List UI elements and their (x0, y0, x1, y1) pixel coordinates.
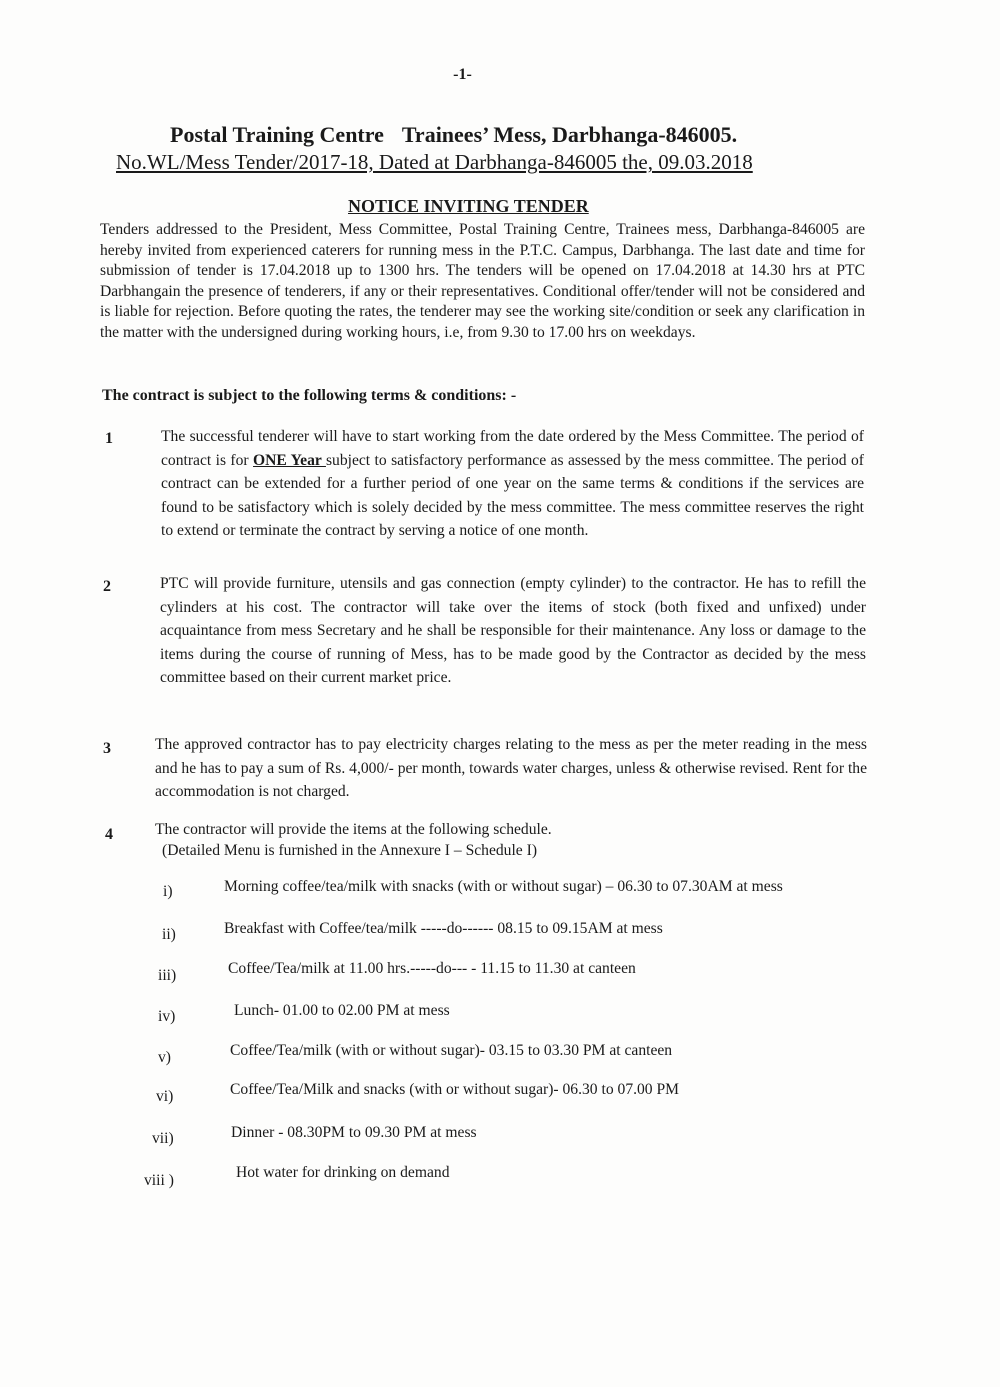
clause-text: The contractor will provide the items at the following schedule. (155, 821, 552, 838)
schedule-item: Hot water for drinking on demand (236, 1164, 450, 1181)
schedule-item: Lunch- 01.00 to 02.00 PM at mess (234, 1002, 450, 1019)
schedule-numeral: i) (163, 883, 173, 900)
schedule-numeral: viii ) (144, 1172, 174, 1189)
clause-text: PTC will provide furniture, utensils and gas connection (empty cylinder) to the contractor. He has to refill the cylinders at his cost. The contractor will take over the items of stock (both fixed and unfixed) under acquaintance from mess Secretary and he shall be responsible for their maintenance. Any loss or damage to the items during the course of running of Mess, has to be made good by the Contractor as decided by the mess committee based on their current market price. (160, 575, 866, 687)
contract-period-emphasis: ONE Year (253, 451, 326, 469)
schedule-item: Morning coffee/tea/milk with snacks (with or without sugar) – 06.30 to 07.30AM at mess (224, 878, 783, 895)
mess-name: Trainees’ Mess, Darbhanga-846005. (401, 122, 738, 147)
schedule-item: Coffee/Tea/milk (with or without sugar)- 03.15 to 03.30 PM at canteen (230, 1042, 673, 1059)
clause-number: 1 (105, 430, 113, 447)
schedule-numeral: v) (158, 1049, 171, 1066)
schedule-numeral: iii) (158, 967, 177, 984)
clause-number: 4 (105, 826, 113, 843)
schedule-numeral: ii) (162, 926, 176, 943)
schedule-item: Coffee/Tea/milk at 11.00 hrs.-----do--- - 11.15 to 11.30 at canteen (228, 960, 636, 977)
schedule-numeral: iv) (158, 1008, 176, 1025)
reference-line: No.WL/Mess Tender/2017-18, Dated at Darbhanga-846005 the, 09.03.2018 (116, 150, 753, 174)
schedule-numeral: vi) (156, 1088, 174, 1105)
clause-number: 3 (103, 740, 111, 757)
intro-paragraph: Tenders addressed to the President, Mess Committee, Postal Training Centre, Trainees mess, Darbhanga-846005 are hereby invited from experienced caterers for running mess in the P.T.C. Campus, Darbhanga. The last date and time for submission of tender is 17.04.2018 up to 1300 hrs. The tenders will be opened on 17.04.2018 at 14.30 hrs at PTC Darbhangain the presence of tenderers, if any or their representatives. Conditional offer/tender will not be considered and is liable for rejection. Before quoting the rates, the tenderer may see the working site/condition or seek any clarification in the matter with the undersigned during working hours, i.e, from 9.30 to 17.00 hrs on weekdays. (100, 221, 865, 341)
clause-text-part: The successful tenderer will have to start working from the date ordered by the Mess Committee. The period of contract is for (161, 428, 864, 469)
terms-heading: The contract is subject to the following terms & conditions: - (102, 387, 517, 404)
clause-text (161, 425, 864, 543)
schedule-item: Dinner - 08.30PM to 09.30 PM at mess (231, 1124, 477, 1141)
clause-text: The approved contractor has to pay electricity charges relating to the mess as per the meter reading in the mess and he has to pay a sum of Rs. 4,000/- per month, towards water charges, unless & otherwise revised. Rent for the accommodation is not charged. (155, 736, 867, 801)
schedule-item: Coffee/Tea/Milk and snacks (with or without sugar)- 06.30 to 07.00 PM (230, 1081, 680, 1098)
notice-heading: NOTICE INVITING TENDER (348, 196, 589, 216)
schedule-numeral: vii) (152, 1130, 174, 1147)
clause-number: 2 (103, 578, 111, 595)
clause-text-part: subject to satisfactory performance as assessed by the mess committee. The period of contract can be extended for a further period of one year on the same terms & conditions if the services are found to be satisfactory which is solely decided by the mess committee. The mess committee reserves the right to extend or terminate the contract by serving a notice of one month. (161, 451, 864, 540)
annexure-note: (Detailed Menu is furnished in the Annexure I – Schedule I) (162, 842, 538, 859)
organization-name: Postal Training Centre (170, 122, 384, 147)
organization-title (170, 122, 737, 148)
schedule-item: Breakfast with Coffee/tea/milk -----do------ 08.15 to 09.15AM at mess (224, 920, 663, 937)
page-number: -1- (453, 66, 472, 83)
